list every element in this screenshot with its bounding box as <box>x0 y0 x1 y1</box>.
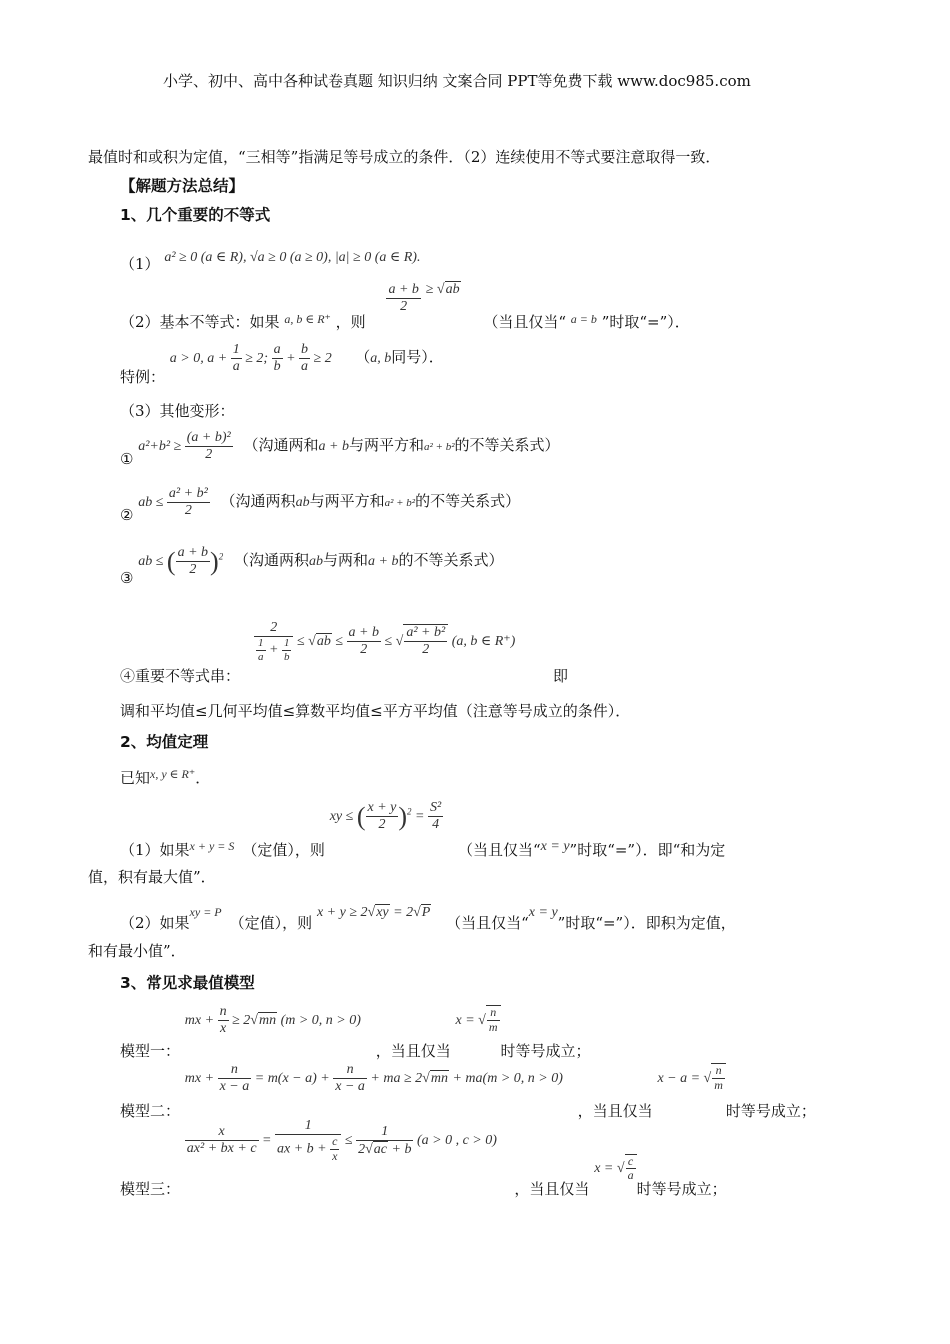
model-3-cond: x = √ $\frac{c}{a}$ <box>594 1161 636 1176</box>
model-1-cond: x = √ $\frac{n}{m}$ <box>456 1013 501 1028</box>
variant-2-note2: 与两平方和 <box>309 491 385 510</box>
variant-3-formula: ab ≤ ( $\frac{a + b}{2}$ )$^2$ <box>138 545 224 578</box>
case-1-d: ”时取“=”）．即“和为定 <box>569 840 726 859</box>
special-note-open: （ <box>355 347 371 366</box>
variant-1-note2: 与两平方和 <box>348 435 424 454</box>
case-1-e: 值，积有最大值”． <box>88 868 216 886</box>
case-1-a: （1）如果 <box>120 840 190 859</box>
model-3-mid: ，当且仅当 <box>514 1180 590 1199</box>
item-2-cond: a, b ∈ R⁺ <box>284 311 331 326</box>
model-1 <box>120 1004 591 1060</box>
model-2-formula: mx + $\frac{n}{x - a}$ = m(x − a) + $\frac{n}{x - a}$ + ma ≥ 2√mn + ma(m > 0, n > 0) <box>184 1062 563 1095</box>
model-3 <box>120 1118 727 1199</box>
case-2-f1: xy = P <box>189 905 222 919</box>
section-2-title: 2、均值定理 <box>120 733 209 751</box>
model-1-label: 模型一： <box>120 1041 181 1060</box>
variant-3-note1: （沟通两积 <box>234 550 310 569</box>
variant-1 <box>120 430 560 468</box>
case-2-e: 和有最小值”． <box>88 942 186 960</box>
model-2 <box>120 1062 816 1120</box>
case-2 <box>120 900 736 932</box>
known-label: 已知 <box>120 769 151 787</box>
model-3-formula: $\frac{x}{\text{ax² + bx + c}}$ = 1 ax + b + $\frac{c}{x}$ ≤ $\frac{1}{2√ac + b}$ (a > 0 , c > 0) <box>186 1118 501 1163</box>
section-1-title: 1、几个重要的不等式 <box>120 206 271 224</box>
special-note-close: 同号）． <box>391 347 444 366</box>
model-2-cond: x − a = √ $\frac{n}{m}$ <box>657 1071 725 1086</box>
model-2-label: 模型二： <box>120 1101 181 1120</box>
case-1-eq: x = y <box>540 838 570 854</box>
intro-paragraph: 最值时和或积为定值，“三相等”指满足等号成立的条件．（2）连续使用不等式要注意取得一致． <box>88 148 721 166</box>
variant-1-formula: a²+b² ≥ $\frac{\text{(a + b)²}}{2}$ <box>138 430 231 463</box>
item-1 <box>120 245 421 273</box>
variant-2-sq: a² + b² <box>384 496 416 509</box>
case-1-b: （定值），则 <box>242 840 325 859</box>
variant-2-note3: 的不等关系式） <box>415 491 521 510</box>
variant-2-formula: ab ≤ $\frac{\text{a² + b²}}{2}$ <box>138 486 208 519</box>
model-2-mid: ，当且仅当 <box>577 1101 653 1120</box>
variant-4-label: ④重要不等式串： <box>120 667 241 685</box>
variant-2 <box>120 486 521 524</box>
page-header: 小学、初中、高中各种试卷真题 知识归纳 文案合同 PPT等免费下载 www.doc985.com <box>163 72 751 90</box>
case-2-a: （2）如果 <box>120 914 190 932</box>
model-1-mid: ，当且仅当 <box>375 1041 451 1060</box>
case-1-formula: xy ≤ ( $\frac{x + y}{2}$ )$^2$ = $\frac{\text{S²}}{4}$ <box>329 800 442 833</box>
special-label: 特例： <box>120 367 166 386</box>
model-3-label: 模型三： <box>120 1180 181 1199</box>
summary-title: 【解题方法总结】 <box>120 177 245 195</box>
item-2-then: ，则 <box>335 312 366 331</box>
item-2-paren-mid: ”时取“=”）． <box>601 312 690 331</box>
known-cond: x, y ∈ R⁺ <box>150 767 196 781</box>
variant-2-note1: （沟通两积 <box>220 491 296 510</box>
variant-1-note1: （沟通两和 <box>243 435 319 454</box>
known-dot: ． <box>195 769 211 787</box>
mean-chain-text: 调和平均值≤几何平均值≤算数平均值≤平方平均值（注意等号成立的条件）． <box>120 702 631 720</box>
variant-1-sq: a² + b² <box>424 440 455 453</box>
basic-inequality-rhs: ≥ √ab <box>425 281 460 297</box>
item-1-label: （1） <box>120 255 160 273</box>
variant-2-num: ② <box>120 505 134 524</box>
case-1-c: （当且仅当“ <box>457 840 541 859</box>
variant-1-num: ① <box>120 449 134 468</box>
basic-inequality-formula: $\frac{a + b}{2}$ <box>388 282 419 315</box>
variant-2-ab: ab <box>295 494 310 510</box>
case-1-f1: x + y = S <box>189 838 235 853</box>
variant-3-sum: a + b <box>368 553 399 569</box>
item-3: （3）其他变形： <box>120 402 235 420</box>
case-2-eq: x = y <box>528 905 558 920</box>
case-2-c: （当且仅当“ <box>446 914 529 932</box>
case-2-b: （定值），则 <box>229 914 313 932</box>
item-2-label: （2）基本不等式：如果 <box>120 312 280 331</box>
model-1-tail: 时等号成立； <box>500 1041 591 1060</box>
item-2-paren-open: （当且仅当“ <box>483 312 567 331</box>
case-1 <box>120 800 726 859</box>
case-2-formula: x + y ≥ 2√xy = 2√P <box>316 905 431 920</box>
section-3-title: 3、常见求最值模型 <box>120 974 255 992</box>
variant-3-note2: 与两和 <box>323 550 369 569</box>
variant-1-note3: 的不等关系式） <box>454 435 560 454</box>
variant-4-ji: 即 <box>553 667 569 685</box>
variant-3-note3: 的不等关系式） <box>398 550 504 569</box>
variant-3-num: ③ <box>120 568 134 587</box>
item-1-formula: a² ≥ 0 (a ∈ R), √a ≥ 0 (a ≥ 0), |a| ≥ 0 (a ∈ R). <box>164 250 421 265</box>
variant-3-ab: ab <box>309 553 324 569</box>
model-3-tail: 时等号成立； <box>636 1180 727 1199</box>
model-2-tail: 时等号成立； <box>725 1101 816 1120</box>
special-case <box>120 342 444 386</box>
special-formula: a > 0, a + $\frac{1}{a}$ ≥ 2; $\frac{a}{b}$ + $\frac{b}{a}$ ≥ 2 <box>169 342 336 375</box>
special-ab: a, b <box>370 350 392 366</box>
known-line <box>120 762 211 787</box>
model-1-formula: mx + $\frac{n}{x}$ ≥ 2√mn (m > 0, n > 0) <box>184 1004 361 1037</box>
mean-chain-formula: 2 $\frac{1}{a}$ + $\frac{1}{b}$ ≤ √ab ≤ $\frac{a + b}{2}$ ≤ √ $\frac{\text{a² + b²}}{2}$ (a, b ∈ R⁺) <box>254 620 515 663</box>
case-2-d: ”时取“=”）．即积为定值， <box>557 914 736 932</box>
item-2-eq: a = b <box>570 311 597 326</box>
variant-1-ab: a + b <box>318 438 349 454</box>
variant-3 <box>120 545 504 587</box>
